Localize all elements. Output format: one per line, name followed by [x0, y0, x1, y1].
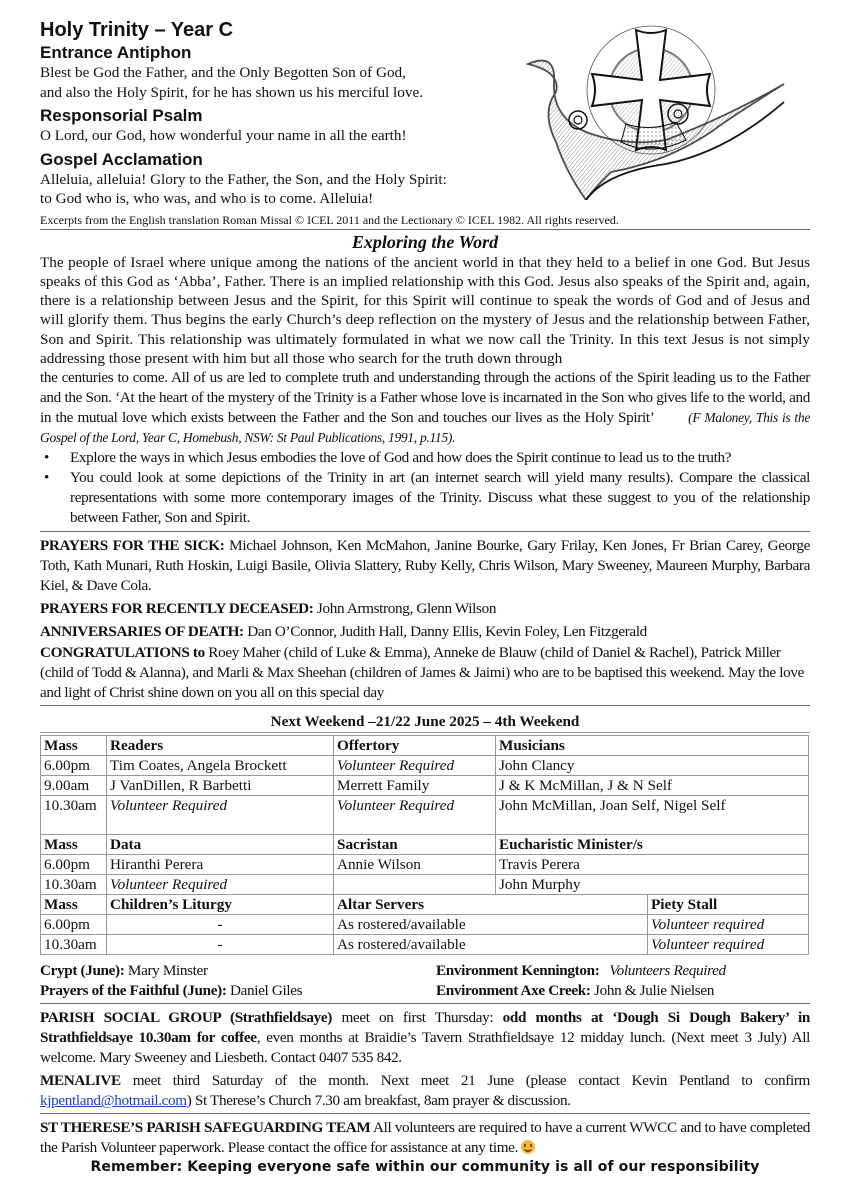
mass-time: 10.30am — [41, 935, 107, 955]
safeguarding-reminder: Remember: Keeping everyone safe within our community is all of our responsibility — [90, 1159, 760, 1176]
safeguarding-text: All volunteers are required to have a current WWCC and to have completed the Parish Volunteer paperwork. Please contact the office for assistance at any time. — [40, 1119, 810, 1157]
duties-right — [436, 961, 810, 1001]
anniversaries-of-death — [40, 622, 810, 642]
exploring-paragraph: The people of Israel where unique among the nations of the ancient world in that they held to a belief in one God. But Jesus speaks of this God as ‘Abba’, Father. There is an implied relationship with this God. Jesus also speaks of the Spirit and, again, there is a relationship between Jesus and the Spirit, for this Spirit will continue to speak the words of God and of Jesus and will glorify them. Thus begins the early Church’s deep reflection on the mystery of Jesus and the relationship between Father, Son and Spirit. This relationship was ultimately formulated in what we now call the Trinity. In this text Jesus is not simply addressing those present with him but all those who search for the truth down through — [40, 253, 810, 367]
menalive-text: ) St Therese’s Church 7.30 am breakfast, 8am prayer & discussion. — [186, 1092, 571, 1110]
musicians-cell: John McMillan, Joan Self, Nigel Self — [496, 796, 809, 835]
piety-stall-cell: Volunteer required — [648, 935, 809, 955]
congratulations-notice — [40, 643, 810, 706]
roster-header-cell: Data — [107, 835, 334, 855]
gospel-acclamation-line: Alleluia, alleluia! Glory to the Father, the Son, and the Holy Spirit: — [40, 170, 447, 188]
mass-time: 6.00pm — [41, 756, 107, 776]
roster-header-cell: Children’s Liturgy — [107, 895, 334, 915]
safeguarding-label: ST THERESE’S PARISH SAFEGUARDING TEAM — [40, 1119, 371, 1137]
roster-header-cell: Mass — [41, 736, 107, 756]
prayers-for-deceased-names: John Armstrong, Glenn Wilson — [313, 600, 497, 618]
prayers-for-sick-names: Michael Johnson, Ken McMahon, Janine Bourke, Gary Frilay, Ken Jones, Fr Brian Carey, George Toth, Kath Munari, Ruth Hoskin, Luigi Basile, Olivia Slattery, Ruby Kelly, Chris Wilson, Mary Sweeney, Maureen Murphy, Barbara Kiel, & Dave Cola. — [40, 537, 810, 595]
duties-left — [40, 961, 436, 1001]
social-group-text: , even months at Braidie’s Tavern Strathfieldsaye 12 midday lunch. (Next meet 3 July) All welcome. Mary Sweeney and Liesbeth. Contact 0407 535 842. — [40, 1029, 811, 1067]
childrens-liturgy-cell: - — [107, 915, 334, 935]
mass-time: 6.00pm — [41, 915, 107, 935]
copyright-notice: Excerpts from the English translation Roman Missal © ICEL 2011 and the Lectionary © ICEL 1982. All rights reserved. — [40, 212, 810, 230]
offertory-cell: Volunteer Required — [334, 756, 496, 776]
bulletin-page — [40, 18, 810, 1176]
roster-table — [40, 735, 809, 955]
exploring-citation: (F Maloney, This is the Gospel of the Lord, Year C, Homebush, NSW: St Paul Publications, 1991, p.115). — [40, 410, 811, 446]
minister-cell: John Murphy — [496, 875, 809, 895]
offertory-cell: Merrett Family — [334, 776, 496, 796]
social-group-label: PARISH SOCIAL GROUP (Strathfieldsaye) — [40, 1009, 333, 1027]
offertory-cell: Volunteer Required — [334, 796, 496, 835]
roster-row — [41, 855, 809, 875]
readers-cell: Volunteer Required — [107, 796, 334, 835]
faithful-label: Prayers of the Faithful (June): — [40, 982, 227, 1000]
roster-row — [41, 935, 809, 955]
social-group-text: meet on first Thursday: — [332, 1009, 503, 1027]
mass-time: 10.30am — [41, 875, 107, 895]
menalive-notice — [40, 1071, 810, 1114]
readers-cell: Tim Coates, Angela Brockett — [107, 756, 334, 776]
prayers-for-deceased — [40, 599, 810, 619]
crypt-label: Crypt (June): — [40, 962, 125, 980]
entrance-antiphon-line: Blest be God the Father, and the Only Begotten Son of God, — [40, 64, 406, 81]
roster-header-cell: Mass — [41, 835, 107, 855]
axe-creek-label: Environment Axe Creek: — [436, 982, 591, 1000]
page-title: Holy Trinity – Year C — [40, 19, 234, 41]
roster-header-row — [41, 895, 809, 915]
trinity-illustration — [526, 22, 786, 200]
responsorial-psalm-line: O Lord, our God, how wonderful your name in all the earth! — [40, 127, 407, 144]
roster-header-cell: Readers — [107, 736, 334, 756]
reflection-questions — [40, 448, 810, 532]
roster-heading: Next Weekend –21/22 June 2025 – 4th Weekend — [40, 712, 810, 733]
crypt-duty — [40, 961, 436, 981]
roster-header-row — [41, 736, 809, 756]
data-cell: Hiranthi Perera — [107, 855, 334, 875]
parish-social-group — [40, 1008, 810, 1068]
email-link[interactable]: kjpentland@hotmail.com — [40, 1092, 187, 1110]
childrens-liturgy-cell: - — [107, 935, 334, 955]
anniversaries-names: Dan O’Connor, Judith Hall, Danny Ellis, Kevin Foley, Len Fitzgerald — [243, 623, 647, 641]
congratulations-text: Roey Maher (child of Luke & Emma), Anneke de Blauw (child of Daniel & Rachel), Patrick Miller (child of Todd & Alanna), and Marli & Max Sheehan (children of James & Jaimi) who are to be baptised this weekend. May the love and light of Christ shine down on you all on this special day — [40, 644, 805, 702]
altar-servers-cell: As rostered/available — [334, 915, 648, 935]
prayers-for-sick — [40, 536, 810, 596]
minister-cell: Travis Perera — [496, 855, 809, 875]
reflection-question: • You could look at some depictions of the Trinity in art (an internet search will yield many results). Compare the classical representations with some more contemporary images of the Trinity. Discuss what these suggest to you of the relationship between Father, Son and Spirit. — [70, 468, 810, 528]
menalive-text: meet third Saturday of the month. Next meet 21 June (please contact Kevin Pentland to confirm — [120, 1072, 810, 1090]
gospel-acclamation-line: to God who is, who was, and who is to come. Alleluia! — [40, 190, 374, 207]
sacristan-cell — [334, 875, 496, 895]
data-cell: Volunteer Required — [107, 875, 334, 895]
exploring-paragraph-continued — [40, 368, 810, 448]
musicians-cell: John Clancy — [496, 756, 809, 776]
roster-row — [41, 776, 809, 796]
piety-stall-cell: Volunteer required — [648, 915, 809, 935]
faithful-value: Daniel Giles — [226, 982, 303, 1000]
roster-header-cell: Eucharistic Minister/s — [496, 835, 809, 855]
kennington-duty — [436, 961, 810, 981]
roster-row — [41, 756, 809, 776]
readers-cell: J VanDillen, R Barbetti — [107, 776, 334, 796]
roster-row — [41, 915, 809, 935]
mass-time: 9.00am — [41, 776, 107, 796]
anniversaries-label: ANNIVERSARIES OF DEATH: — [40, 623, 244, 641]
prayers-for-sick-label: PRAYERS FOR THE SICK: — [40, 537, 225, 555]
prayers-for-deceased-label: PRAYERS FOR RECENTLY DECEASED: — [40, 600, 314, 618]
altar-servers-cell: As rostered/available — [334, 935, 648, 955]
exploring-quote: the centuries to come. All of us are led to complete truth and understanding through the actions of the Spirit leading us to the Father and the Son. ‘At the heart of the mystery of the Trinity is a Father whose love is incarnated in the Son who gives life to the world, and in the mutual love which exists between the Father and the Son and touches our lives as the Holy Spirit’ — [40, 369, 810, 427]
sacristan-cell: Annie Wilson — [334, 855, 496, 875]
safeguarding-notice — [40, 1118, 810, 1158]
mass-time: 6.00pm — [41, 855, 107, 875]
entrance-antiphon-heading: Entrance Antiphon — [40, 43, 192, 62]
crypt-value: Mary Minster — [124, 962, 208, 980]
duties-section — [40, 961, 810, 1004]
kennington-value: Volunteers Required — [609, 962, 726, 980]
musicians-cell: J & K McMillan, J & N Self — [496, 776, 809, 796]
roster-header-row — [41, 835, 809, 855]
responsorial-psalm-heading: Responsorial Psalm — [40, 106, 203, 125]
roster-header-cell: Piety Stall — [648, 895, 809, 915]
gospel-acclamation-heading: Gospel Acclamation — [40, 149, 203, 169]
roster-header-cell: Musicians — [496, 736, 809, 756]
smiley-face-icon — [521, 1140, 535, 1154]
roster-header-cell: Sacristan — [334, 835, 496, 855]
reflection-question: • Explore the ways in which Jesus embodies the love of God and how does the Spirit continue to lead us to the truth? — [70, 448, 810, 468]
axe-creek-value: John & Julie Nielsen — [590, 982, 714, 1000]
entrance-antiphon-line: and also the Holy Spirit, for he has shown us his merciful love. — [40, 83, 424, 101]
exploring-the-word-heading: Exploring the Word — [351, 231, 499, 252]
roster-row — [41, 875, 809, 895]
menalive-label: MENALIVE — [40, 1072, 121, 1090]
readings-header — [40, 18, 520, 209]
roster-header-cell: Altar Servers — [334, 895, 648, 915]
kennington-label: Environment Kennington: — [436, 962, 600, 980]
roster-row — [41, 796, 809, 835]
mass-time: 10.30am — [41, 796, 107, 835]
axe-creek-duty — [436, 981, 810, 1001]
faithful-duty — [40, 981, 436, 1001]
congratulations-label: CONGRATULATIONS to — [40, 644, 205, 662]
social-group-bold: odd months at ‘Dough Si Dough Bakery’ in Strathfieldsaye 10.30am for coffee — [40, 1009, 810, 1047]
roster-header-cell: Mass — [41, 895, 107, 915]
roster-header-cell: Offertory — [334, 736, 496, 756]
